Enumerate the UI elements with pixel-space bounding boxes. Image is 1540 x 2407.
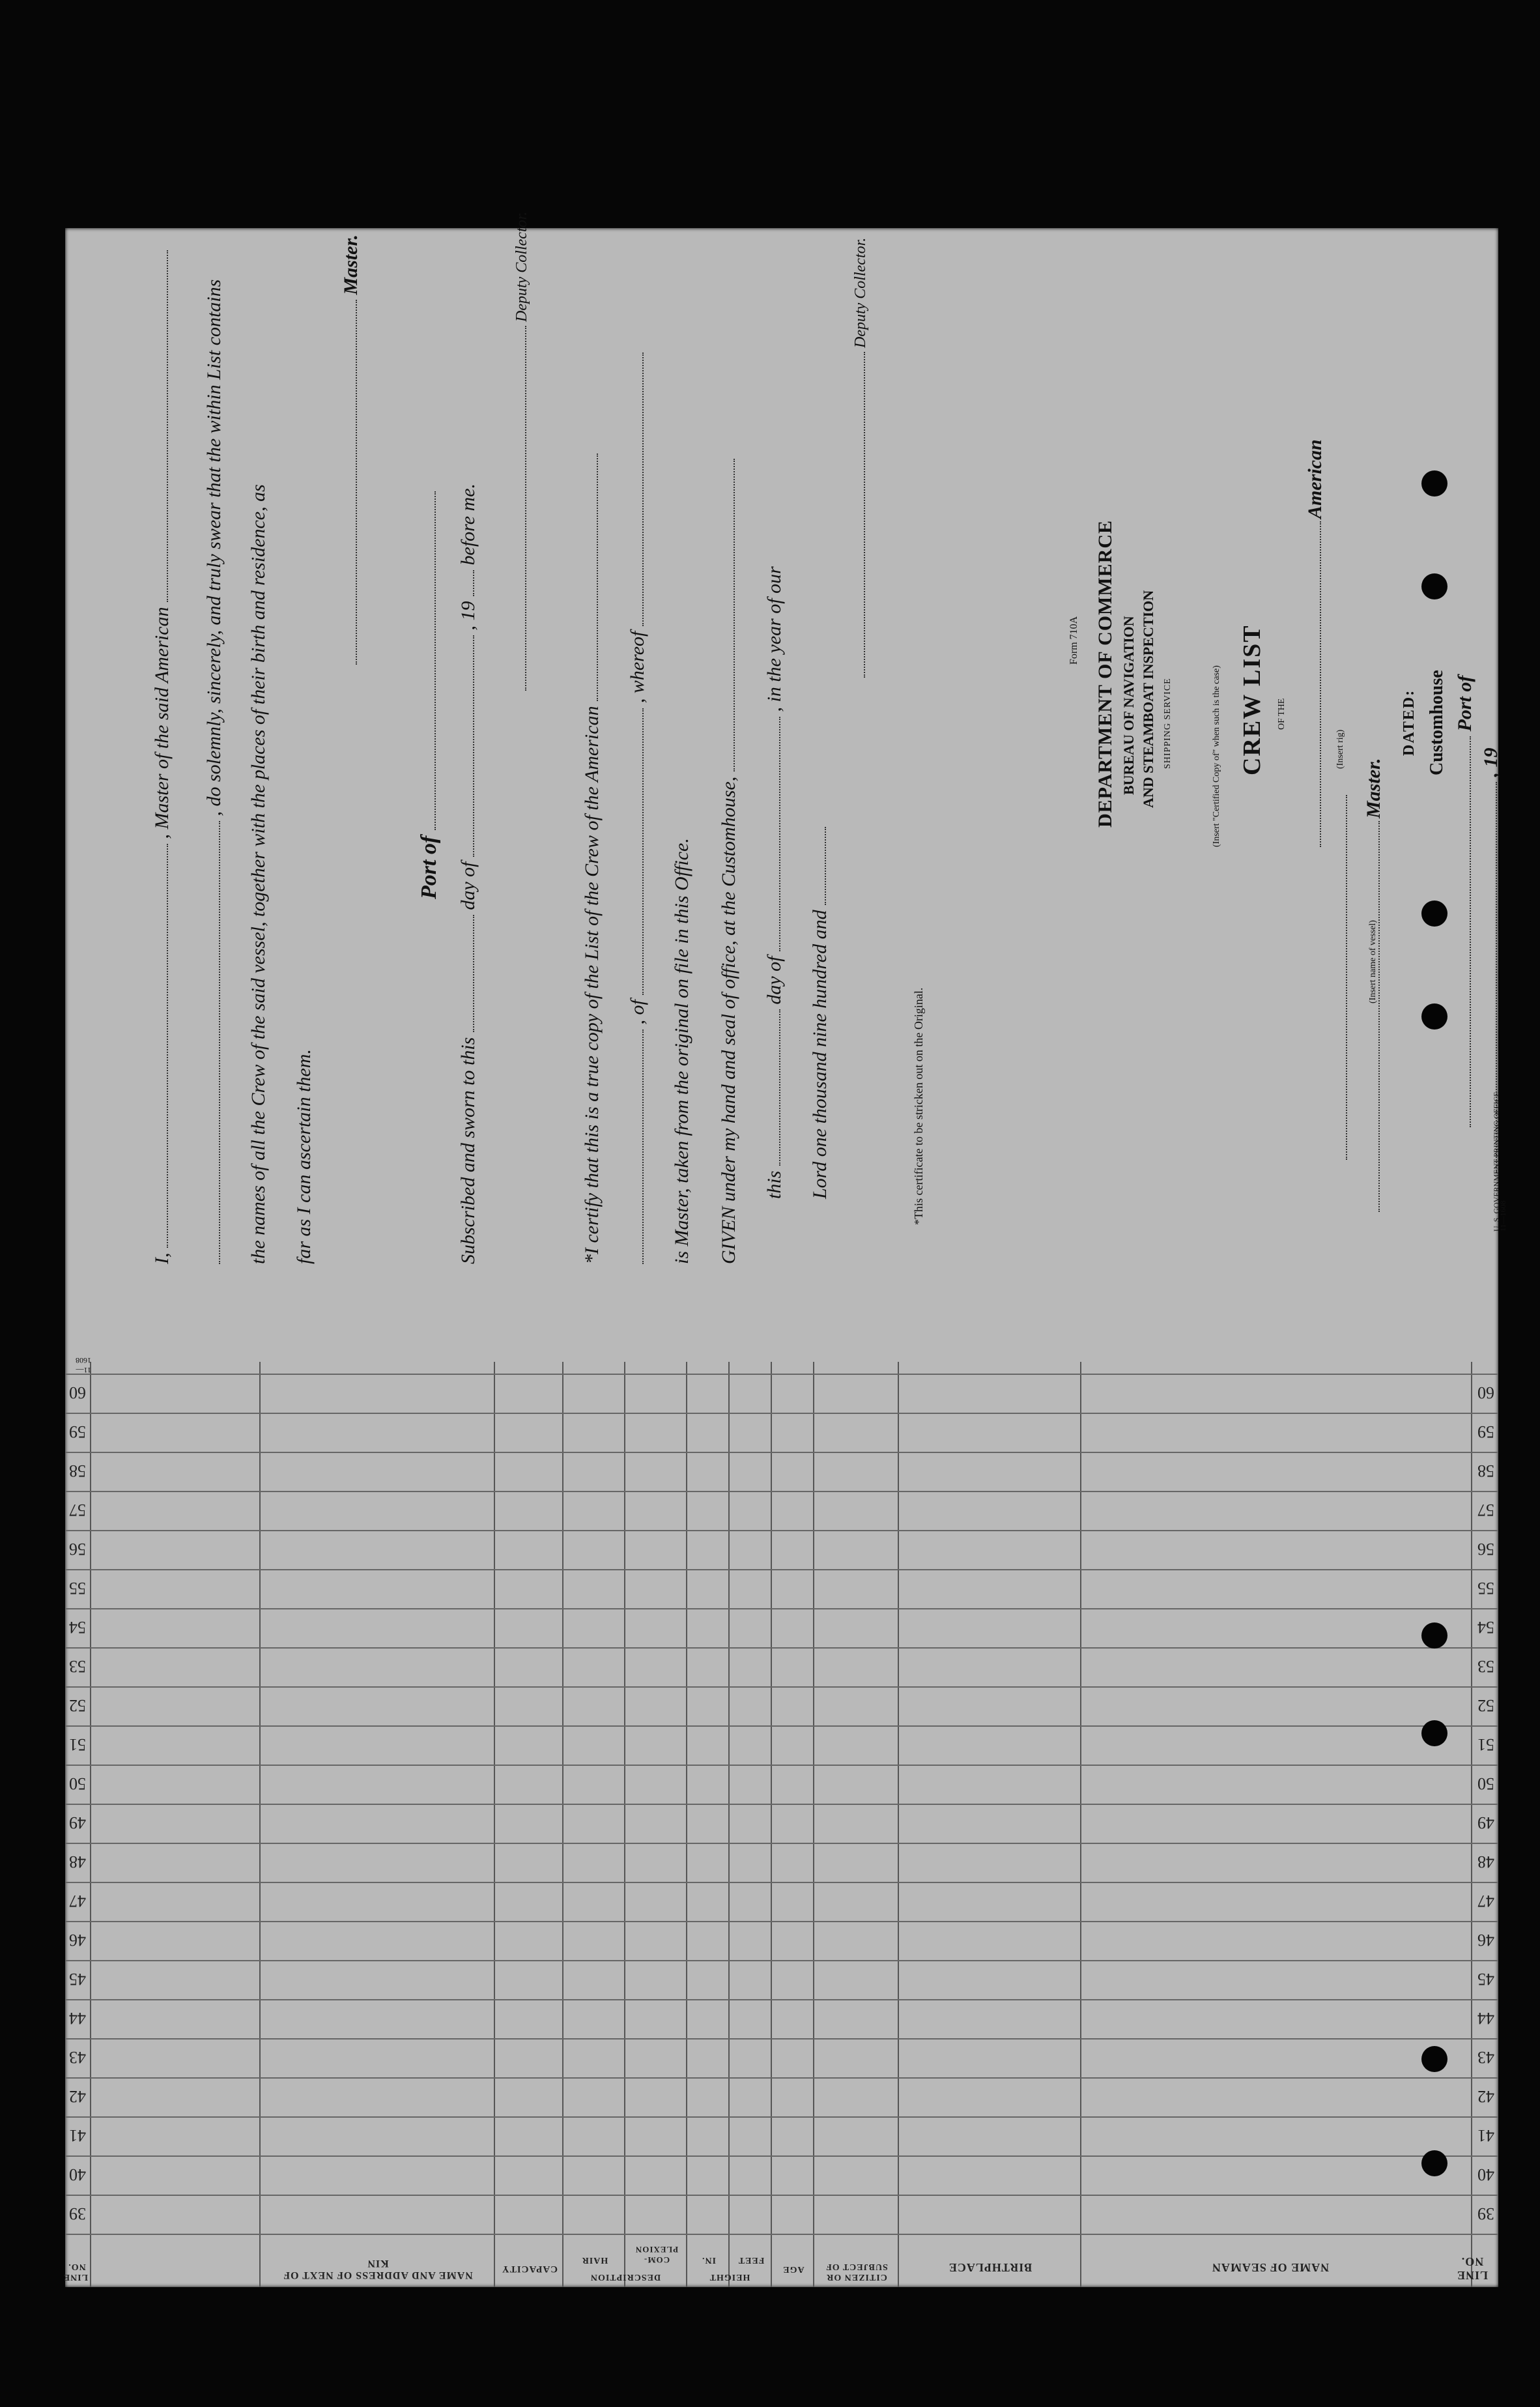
col-line bbox=[90, 1362, 91, 2287]
binder-hole-6 bbox=[1421, 1720, 1447, 1746]
table-row bbox=[65, 2195, 1498, 2196]
table-row bbox=[65, 1921, 1498, 1922]
vessel-line bbox=[1329, 795, 1350, 1160]
row-number-right: 40 bbox=[69, 2165, 86, 2184]
dept-title: DEPARTMENT OF COMMERCE bbox=[1094, 519, 1116, 828]
oath-line1-post: , Master of the said American bbox=[151, 607, 173, 839]
deputy-collector-1 bbox=[508, 212, 531, 691]
col-line bbox=[562, 1362, 563, 2287]
hdr-birthplace: BIRTHPLACE bbox=[948, 2261, 1033, 2274]
row-number-right: 60 bbox=[69, 1383, 86, 1402]
insert-vessel: (Insert name of vessel) bbox=[1368, 920, 1378, 1003]
row-number-left: 58 bbox=[1477, 1462, 1494, 1480]
row-number-left: 48 bbox=[1477, 1852, 1494, 1871]
row-number-left: 40 bbox=[1477, 2165, 1494, 2184]
hdr-line-no-right: LINE NO. bbox=[63, 2262, 88, 2282]
table-row bbox=[65, 1452, 1498, 1453]
row-number-left: 57 bbox=[1477, 1501, 1494, 1520]
row-number-left: 44 bbox=[1477, 2009, 1494, 2028]
row-number-right: 57 bbox=[69, 1501, 86, 1520]
row-number-left: 52 bbox=[1477, 1696, 1494, 1715]
col-line bbox=[1471, 1362, 1472, 2287]
subscribed-day: day of bbox=[457, 861, 479, 910]
row-number-right: 53 bbox=[69, 1657, 86, 1676]
col-line bbox=[494, 1362, 495, 2287]
row-number-right: 51 bbox=[69, 1735, 86, 1754]
table-row bbox=[65, 1491, 1498, 1492]
row-number-left: 60 bbox=[1477, 1383, 1494, 1402]
table-row bbox=[65, 1882, 1498, 1883]
row-number-right: 58 bbox=[69, 1462, 86, 1480]
hdr-capacity: CAPACITY bbox=[501, 2264, 558, 2274]
row-number-left: 50 bbox=[1477, 1774, 1494, 1793]
table-row bbox=[65, 1686, 1498, 1688]
certify-day: day of bbox=[763, 956, 785, 1005]
table-row bbox=[65, 1413, 1498, 1414]
row-number-right: 49 bbox=[69, 1813, 86, 1832]
cover-port-label: Port of bbox=[1454, 675, 1476, 732]
oath-line1-pre: I, bbox=[151, 1252, 173, 1264]
subscribed-year: , 19 bbox=[457, 601, 479, 631]
binder-hole-7 bbox=[1421, 2046, 1447, 2072]
table-row bbox=[65, 2116, 1498, 2118]
table-row bbox=[65, 1999, 1498, 2000]
subscribed-line bbox=[456, 483, 479, 1264]
certify-line6-text: Lord one thousand nine hundred and bbox=[809, 910, 831, 1199]
form-code-upper: 11—1608 bbox=[1498, 1200, 1507, 1232]
printing-office: U. S. GOVERNMENT PRINTING OFFICE bbox=[1492, 1091, 1501, 1232]
certify-whereof: , whereof bbox=[627, 631, 648, 704]
certify-line4-text: GIVEN under my hand and seal of office, at the Customhouse, bbox=[718, 776, 739, 1264]
cover-port bbox=[1453, 676, 1476, 1127]
table-row bbox=[65, 1725, 1498, 1727]
oath-panel bbox=[65, 211, 1507, 1342]
deputy-collector-2 bbox=[847, 238, 870, 678]
oath-line3: the names of all the Crew of the said vessel, together with the places of their birth and residence, as bbox=[248, 484, 269, 1264]
oath-port bbox=[417, 491, 442, 899]
col-line bbox=[728, 1362, 730, 2287]
binder-hole-3 bbox=[1421, 901, 1447, 927]
row-number-left: 39 bbox=[1477, 2204, 1494, 2223]
subscribed-pre: Subscribed and sworn to this bbox=[457, 1037, 479, 1264]
row-number-left: 54 bbox=[1477, 1618, 1494, 1637]
row-number-left: 51 bbox=[1477, 1735, 1494, 1754]
hdr-inches: IN. bbox=[701, 2255, 717, 2265]
row-number-left: 53 bbox=[1477, 1657, 1494, 1676]
row-number-left: 43 bbox=[1477, 2048, 1494, 2067]
row-number-right: 42 bbox=[69, 2087, 86, 2106]
american-label: American bbox=[1304, 439, 1326, 519]
row-number-right: 45 bbox=[69, 1970, 86, 1989]
certify-line6 bbox=[808, 827, 831, 1199]
certified-note: (Insert "Certified Copy of" when such is the case) bbox=[1212, 665, 1221, 847]
row-number-left: 49 bbox=[1477, 1813, 1494, 1832]
hdr-age: AGE bbox=[782, 2264, 805, 2274]
oath-line4: far as I can ascertain them. bbox=[293, 1049, 315, 1264]
certify-of: , of bbox=[627, 1000, 648, 1025]
bureau-line2: AND STEAMBOAT INSPECTION bbox=[1140, 590, 1156, 808]
binder-hole-1 bbox=[1421, 470, 1447, 497]
table-row bbox=[65, 1765, 1498, 1766]
hdr-citizen: CITIZEN OR SUBJECT OF bbox=[825, 2262, 888, 2282]
binder-hole-2 bbox=[1421, 573, 1447, 599]
master-label: Master. bbox=[340, 234, 362, 295]
certify-line4 bbox=[717, 459, 740, 1264]
row-number-left: 47 bbox=[1477, 1892, 1494, 1910]
table-row bbox=[65, 2155, 1498, 2157]
form-number: Form 710A bbox=[1068, 616, 1079, 665]
shipping-service: SHIPPING SERVICE bbox=[1163, 678, 1173, 769]
table-row bbox=[65, 2077, 1498, 2079]
bureau-line1: BUREAU OF NAVIGATION bbox=[1120, 616, 1137, 795]
row-number-left: 45 bbox=[1477, 1970, 1494, 1989]
certify-year: , in the year of our bbox=[763, 566, 785, 712]
row-number-right: 41 bbox=[69, 2126, 86, 2145]
crew-table bbox=[63, 1356, 1498, 2287]
row-number-left: 59 bbox=[1477, 1422, 1494, 1441]
hdr-complexion: COM-PLEXION bbox=[635, 2245, 679, 2265]
binder-hole-5 bbox=[1421, 1622, 1447, 1649]
certify-line1 bbox=[580, 454, 603, 1264]
of-the: OF THE bbox=[1277, 698, 1287, 730]
master-sign-line bbox=[339, 235, 362, 665]
hdr-feet: FEET bbox=[737, 2255, 765, 2265]
table-row bbox=[65, 1843, 1498, 1844]
table-row bbox=[65, 2038, 1498, 2039]
header-divider bbox=[65, 2234, 1498, 2235]
table-row bbox=[65, 1804, 1498, 1805]
row-number-left: 46 bbox=[1477, 1931, 1494, 1950]
certify-footnote: *This certificate to be stricken out on the Original. bbox=[912, 987, 925, 1225]
certify-line5 bbox=[762, 566, 786, 1199]
row-number-right: 48 bbox=[69, 1852, 86, 1871]
hdr-next-of-kin: NAME AND ADDRESS OF NEXT OF KIN bbox=[283, 2258, 473, 2281]
table-row bbox=[65, 1374, 1498, 1375]
american-line bbox=[1303, 439, 1326, 847]
row-number-right: 46 bbox=[69, 1931, 86, 1950]
row-number-left: 55 bbox=[1477, 1579, 1494, 1598]
col-line bbox=[624, 1362, 625, 2287]
row-number-left: 56 bbox=[1477, 1540, 1494, 1559]
col-line bbox=[259, 1362, 261, 2287]
row-number-left: 41 bbox=[1477, 2126, 1494, 2145]
cover-year-label: , 19 bbox=[1480, 747, 1502, 777]
oath-port-label: Port of bbox=[417, 835, 441, 899]
oath-line2 bbox=[202, 280, 225, 1264]
row-number-right: 50 bbox=[69, 1774, 86, 1793]
hdr-hair: HAIR bbox=[581, 2255, 608, 2265]
hdr-name: NAME OF SEAMAN bbox=[1211, 2261, 1330, 2274]
master-cover bbox=[1362, 758, 1385, 1212]
table-row bbox=[65, 1530, 1498, 1531]
table-row bbox=[65, 1608, 1498, 1609]
hdr-description: DESCRIPTION bbox=[590, 2272, 661, 2282]
row-number-right: 54 bbox=[69, 1618, 86, 1637]
form-code-lower: 11—1608 bbox=[76, 1356, 91, 1375]
row-number-right: 55 bbox=[69, 1579, 86, 1598]
hdr-height: HEIGHT bbox=[709, 2272, 750, 2282]
binder-hole-8 bbox=[1421, 2150, 1447, 2176]
certify-line1-text: *I certify that this is a true copy of the List of the Crew of the American bbox=[581, 706, 603, 1264]
deputy-collector-1-label: Deputy Collector. bbox=[513, 211, 530, 322]
row-number-right: 59 bbox=[69, 1422, 86, 1441]
col-line bbox=[771, 1362, 772, 2287]
subscribed-post: before me. bbox=[457, 483, 479, 566]
oath-line1 bbox=[150, 250, 173, 1264]
crew-list-title: CREW LIST bbox=[1238, 624, 1266, 775]
table-row bbox=[65, 1960, 1498, 1961]
hdr-line-no: LINE NO. bbox=[1457, 2255, 1489, 2282]
row-number-right: 52 bbox=[69, 1696, 86, 1715]
certify-line3: is Master, taken from the original on file in this Office. bbox=[671, 838, 692, 1264]
row-number-right: 47 bbox=[69, 1892, 86, 1910]
dated-label: DATED: bbox=[1401, 689, 1418, 756]
col-line bbox=[813, 1362, 814, 2287]
certify-line2 bbox=[625, 353, 649, 1264]
col-line bbox=[898, 1362, 899, 2287]
deputy-collector-2-label: Deputy Collector. bbox=[852, 237, 869, 348]
col-line bbox=[686, 1362, 687, 2287]
row-number-right: 56 bbox=[69, 1540, 86, 1559]
binder-hole-4 bbox=[1421, 1003, 1447, 1030]
customhouse-label: Customhouse bbox=[1427, 670, 1447, 775]
certify-this: this bbox=[763, 1170, 785, 1199]
table-row bbox=[65, 1569, 1498, 1570]
row-number-right: 43 bbox=[69, 2048, 86, 2067]
row-number-right: 39 bbox=[69, 2204, 86, 2223]
row-number-right: 44 bbox=[69, 2009, 86, 2028]
master-cover-label: Master. bbox=[1363, 758, 1384, 818]
table-row bbox=[65, 1647, 1498, 1649]
col-line bbox=[1080, 1362, 1081, 2287]
row-number-left: 42 bbox=[1477, 2087, 1494, 2106]
insert-rig: (Insert rig) bbox=[1335, 729, 1345, 769]
oath-line2-post: , do solemnly, sincerely, and truly swear that the within List contains bbox=[203, 279, 225, 816]
